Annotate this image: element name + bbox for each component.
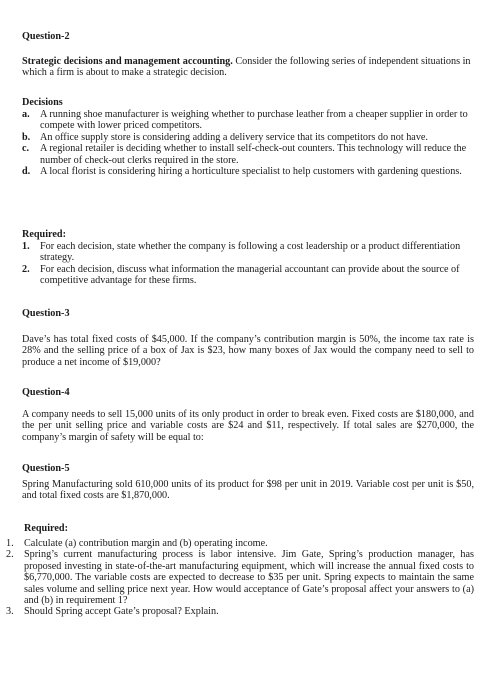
q4-heading: Question-4 xyxy=(22,387,70,398)
required-text: Should Spring accept Gate’s proposal? Explain. xyxy=(24,606,219,618)
decision-item-b xyxy=(22,132,474,143)
q5-required-item-3 xyxy=(6,606,474,617)
q3-text: Dave’s has total fixed costs of $45,000. If the company’s contribution margin is 50%, the income tax rate is 28% and the selling price of a box of Jax is $23, how many boxes of Jax would the company need to sell to produce a net income of $19,000? xyxy=(22,334,474,368)
decision-item-d xyxy=(22,166,474,177)
q2-required-heading: Required: xyxy=(22,229,66,240)
required-marker: 1. xyxy=(6,538,14,549)
q5-heading: Question-5 xyxy=(22,463,70,474)
q5-text: Spring Manufacturing sold 610,000 units of its product for $98 per unit in 2019. Variable cost per unit is $50, and total fixed costs are $1,870,000. xyxy=(22,479,474,502)
q2-intro xyxy=(22,56,474,79)
decision-item-a xyxy=(22,109,474,132)
q5-required-item-1 xyxy=(6,538,474,549)
q5-required-item-2 xyxy=(6,549,474,606)
decision-marker: d. xyxy=(22,166,31,178)
q5-required-list xyxy=(6,538,474,618)
q5-required-heading: Required: xyxy=(24,523,68,534)
decision-text: A running shoe manufacturer is weighing whether to purchase leather from a cheaper supplier in order to compete with lower priced competitors. xyxy=(40,109,468,132)
decision-item-c xyxy=(22,143,474,166)
required-text: Spring’s current manufacturing process is labor intensive. Jim Gate, Spring’s production manager, has proposed investing in state-of-the-art manufacturing equipment, which will increase the annual fixed costs to $6,770,000. The variable costs are expected to decrease to $35 per unit. Spring expects to maintain the same sales volume and selling price next year. How would acceptance of Gate’s proposal affect your answers to (a) and (b) in requirement 1? xyxy=(24,549,474,607)
decision-text: An office supply store is considering adding a delivery service that its competitors do not have. xyxy=(40,131,428,143)
q2-required-list xyxy=(22,241,474,287)
q2-heading: Question-2 xyxy=(22,31,70,42)
required-marker: 2. xyxy=(6,549,14,561)
q3-heading: Question-3 xyxy=(22,308,70,319)
required-marker: 2. xyxy=(22,263,30,275)
required-text: Calculate (a) contribution margin and (b) operating income. xyxy=(24,538,268,549)
q2-required-item-1 xyxy=(22,241,474,264)
decision-marker: a. xyxy=(22,109,30,120)
decision-text: A regional retailer is deciding whether to install self-check-out counters. This technology will reduce the number of check-out clerks required in the store. xyxy=(40,143,467,166)
q2-required-item-2 xyxy=(22,264,474,287)
q4-text: A company needs to sell 15,000 units of its only product in order to break even. Fixed costs are $180,000, and the per unit selling price and variable costs are $24 and $11, respectively. If total sales are $270,000, the company’s margin of safety will be equal to: xyxy=(22,409,474,443)
required-text: For each decision, state whether the company is following a cost leadership or a product differentiation strategy. xyxy=(40,241,461,264)
q2-intro-text: Consider the following series of independent situations in which a firm is about to make a strategic decision. xyxy=(22,56,471,79)
required-text: For each decision, discuss what information the managerial accountant can provide about the source of competitive advantage for these firms. xyxy=(40,263,460,287)
q2-intro-title: Strategic decisions and management accounting. xyxy=(22,56,233,67)
q2-decisions-heading: Decisions xyxy=(22,97,63,108)
required-marker: 1. xyxy=(22,241,30,252)
decision-marker: b. xyxy=(22,131,31,143)
decision-text: A local florist is considering hiring a horticulture specialist to help customers with gardening questions. xyxy=(40,166,462,178)
decision-marker: c. xyxy=(22,143,30,155)
q2-decisions-list xyxy=(22,109,474,177)
required-marker: 3. xyxy=(6,606,14,618)
